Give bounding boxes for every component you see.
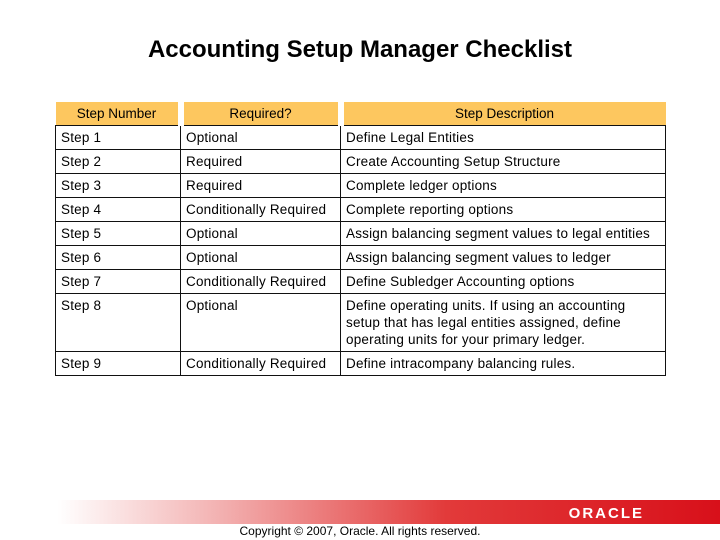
header-required: Required? (181, 102, 341, 126)
table-row (56, 222, 666, 246)
cell-step: Step 1 (56, 126, 181, 150)
cell-required: Optional (181, 246, 341, 270)
table-row (56, 352, 666, 376)
cell-description: Define operating units. If using an accounting setup that has legal entities assigned, define operating units for your primary ledger. (341, 294, 666, 352)
table-row (56, 246, 666, 270)
cell-required: Optional (181, 222, 341, 246)
cell-step: Step 8 (56, 294, 181, 352)
page-title: Accounting Setup Manager Checklist (147, 36, 573, 63)
cell-description: Create Accounting Setup Structure (341, 150, 666, 174)
table-row (56, 270, 666, 294)
cell-step: Step 9 (56, 352, 181, 376)
cell-description: Assign balancing segment values to legal entities (341, 222, 666, 246)
cell-required: Optional (181, 294, 341, 352)
checklist-table (55, 102, 666, 376)
table-row (56, 150, 666, 174)
cell-step: Step 3 (56, 174, 181, 198)
cell-required: Conditionally Required (181, 270, 341, 294)
table-row (56, 294, 666, 352)
cell-required: Optional (181, 126, 341, 150)
copyright-text: Copyright © 2007, Oracle. All rights reserved. (239, 524, 481, 538)
cell-step: Step 7 (56, 270, 181, 294)
cell-step: Step 4 (56, 198, 181, 222)
cell-required: Conditionally Required (181, 198, 341, 222)
cell-description: Complete ledger options (341, 174, 666, 198)
cell-required: Conditionally Required (181, 352, 341, 376)
cell-step: Step 2 (56, 150, 181, 174)
table-header-row (56, 102, 666, 126)
cell-step: Step 5 (56, 222, 181, 246)
cell-description: Assign balancing segment values to ledger (341, 246, 666, 270)
table-row (56, 174, 666, 198)
header-step-description: Step Description (341, 102, 666, 126)
table-row (56, 198, 666, 222)
table-row (56, 126, 666, 150)
cell-required: Required (181, 174, 341, 198)
header-step-number: Step Number (56, 102, 181, 126)
cell-description: Complete reporting options (341, 198, 666, 222)
oracle-logo: ORACLE (568, 505, 644, 522)
cell-step: Step 6 (56, 246, 181, 270)
cell-required: Required (181, 150, 341, 174)
cell-description: Define intracompany balancing rules. (341, 352, 666, 376)
cell-description: Define Legal Entities (341, 126, 666, 150)
cell-description: Define Subledger Accounting options (341, 270, 666, 294)
